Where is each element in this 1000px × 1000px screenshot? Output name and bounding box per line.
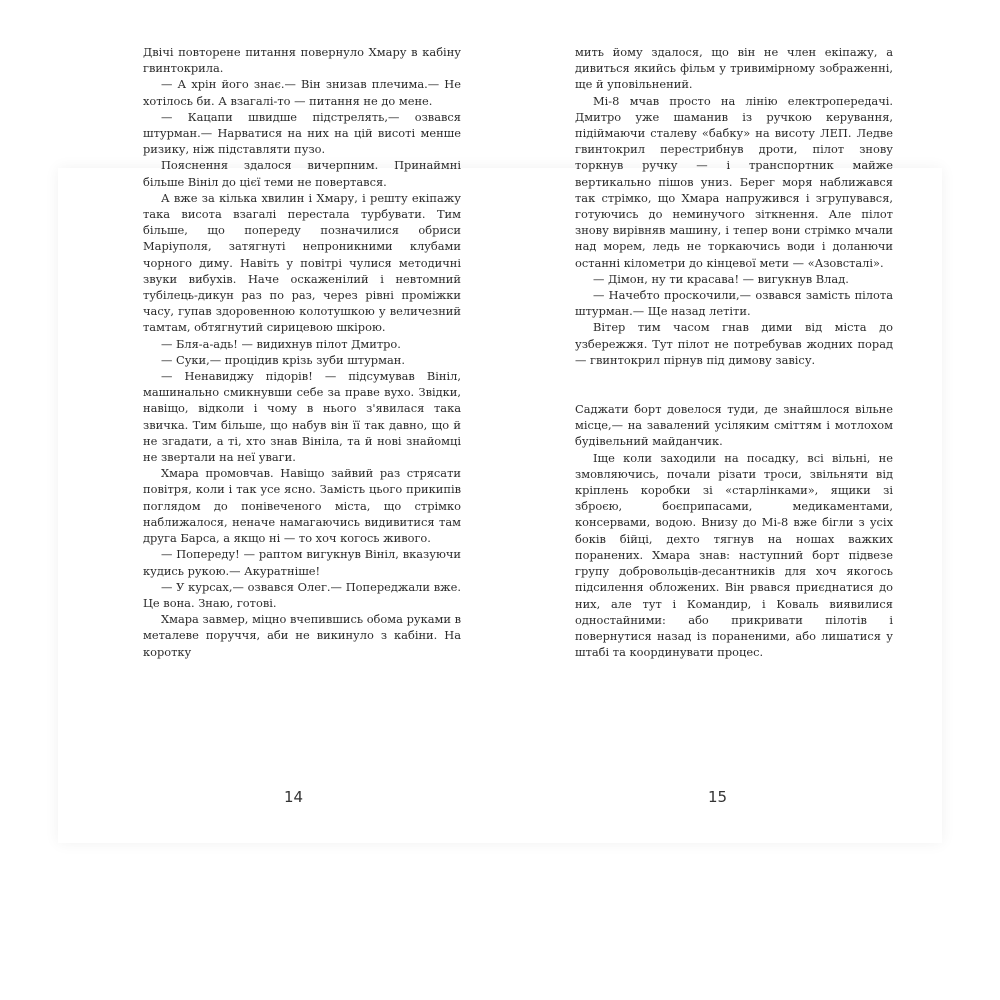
paragraph: — У курсах,— озвався Олег.— Попереджали вже. Це вона. Знаю, готові. (143, 579, 461, 610)
paragraph: Мі-8 мчав просто на лінію електропередачі. Дмитро уже шаманив із ручкою керування, підіймаючи сталеву «бабку» на висоту ЛЕП. Ледве гвинтокрил перестрибнув дроти, пілот знову торкнув ручку — і транспортник майже вертикально пішов униз. Берег моря наближався так стрімко, що Хмара напружився і згрупувався, готуючись до неминучого зіткнення. Але пілот знову вирівняв машину, і тепер вони стрімко мчали над морем, ледь не торкаючись води і доланючи останні кілометри до кінцевої мети — «Азовсталі». (575, 93, 893, 270)
paragraph: Хмара промовчав. Навіщо зайвий раз стрясати повітря, коли і так усе ясно. Замість цього прикипів поглядом до понівеченого міста, що стрімко наближалося, неначе намагаючись видивитися там друга Барса, а якщо ні — то хоч когось живого. (143, 466, 461, 546)
paragraph: Іще коли заходили на посадку, всі вільні, не змовляючись, почали різати троси, звільняти від кріплень коробки зі «старлінками», ящики зі зброєю, боєприпасами, медикаментами, консервами, водою. Внизу до Мі-8 вже бігли з усіх боків бійці, дехто тягнув на ношах важких поранених. Хмара знав: наступний борт підвезе групу добровольців-десантників для хоч якогось підсилення обложених. Він рвався приєднатися до них, але тут і Командир, і Коваль виявилися одностайними: або прикривати пілотів і повернутися назад із пораненими, або лишатися у штабі та координувати процес. (575, 450, 893, 660)
page-number-right: 15 (708, 788, 728, 806)
paragraph: Хмара завмер, міцно вчепившись обома руками в металеве поруччя, аби не викинуло з кабіни. На коротку (143, 612, 461, 659)
paragraph: — Кацапи швидше підстрелять,— озвався штурман.— Нарватися на них на цій висоті менше ризику, ніж підставляти пузо. (143, 109, 461, 157)
right-page-text (575, 44, 893, 660)
paragraph: Пояснення здалося вичерпним. Принаймні більше Вініл до цієї теми не повертався. (143, 158, 461, 189)
paragraph: Саджати борт довелося туди, де знайшлося вільне місце,— на завалений усіляким сміттям і мотлохом будівельний майданчик. (575, 402, 893, 449)
paragraph: — Попереду! — раптом вигукнув Вініл, вказуючи кудись рукою.— Акуратніше! (143, 547, 461, 578)
left-page-text (143, 44, 461, 660)
section-break (575, 368, 893, 401)
paragraph: Двічі повторене питання повернуло Хмару в кабіну гвинтокрила. (143, 45, 461, 76)
paragraph: — А хрін його знає.— Він знизав плечима.— Не хотілось би. А взагалі-то — питання не до мене. (143, 77, 461, 108)
paragraph: — Суки,— процідив крізь зуби штурман. (161, 352, 405, 367)
paragraph: — Ненавиджу підорів! — підсумував Вініл, машинально смикнувши себе за праве вухо. Звідки, навіщо, відколи і чому в нього з'явилася така звичка. Тим більше, що набув він її так давно, що й не згадати, а ті, хто знав Вініла, та й нові знайомці не звертали на неї уваги. (143, 369, 461, 465)
paragraph: Вітер тим часом гнав дими від міста до узбережжя. Тут пілот не потребував жодних порад — гвинтокрил пірнув під димову завісу. (575, 320, 893, 367)
paragraph: — Бля-а-адь! — видихнув пілот Дмитро. (161, 336, 401, 351)
paragraph: мить йому здалося, що він не член екіпажу, а дивиться якийсь фільм у тривимірному зображенні, ще й уповільнений. (575, 45, 893, 92)
paragraph: А вже за кілька хвилин і Хмару, і решту екіпажу така висота взагалі перестала турбувати. Тим більше, що попереду позначилися обриси Маріуполя, затягнуті непроникними клубами чорного диму. Навіть у повітрі чулися методичні звуки вибухів. Наче оскаженілий і невтомний тубілець-дикун раз по раз, через рівні проміжки часу, гупав здоровенною колотушкою у величезний тамтам, обтягнутий сирицевою шкірою. (143, 190, 461, 335)
page-number-left: 14 (284, 788, 304, 806)
paragraph: — Начебто проскочили,— озвався замість пілота штурман.— Ще назад летіти. (575, 288, 893, 319)
paragraph: — Дімон, ну ти красава! — вигукнув Влад. (593, 271, 849, 286)
